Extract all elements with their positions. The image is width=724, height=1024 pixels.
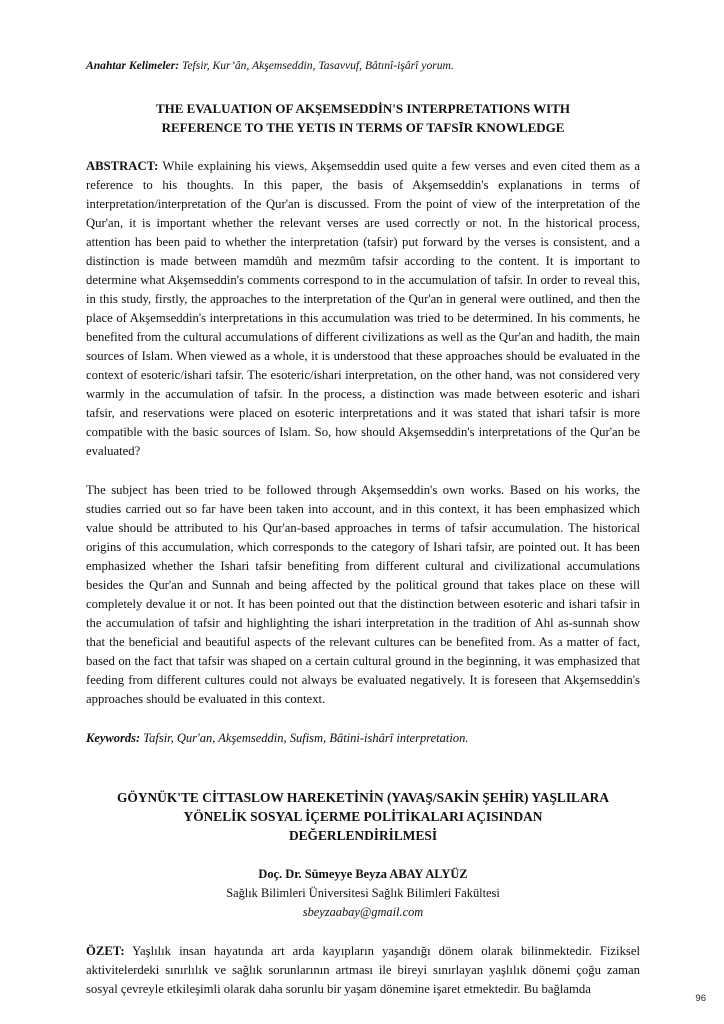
abstract-text: While explaining his views, Akşemseddin used quite a few verses and even cited them as a reference to his thoughts. In this paper, the basis of Akşemseddin's explanations in terms of interpretation/interpretation of the Qur'an is discussed. From the point of view of the interpretation of the Qur'an, it is important whether the relevant verses are used correctly or not. In the historical process, attention has been paid to whether the interpretation (tafsir) put forward by the verses is consistent, and a distinction is made between mamdûh and mezmûm tafsir according to the content. It is important to determine what Akşemseddin's comments correspond to in the accumulation of tafsir. In order to reveal this, in this study, firstly, the approaches to the interpretation of the Qur'an in general were outlined, and then the place of Akşemseddin's interpretations in this accumulation was tried to be determined. In his comments, he benefited from the cultural accumulations of different civilizations as well as the Qur'an and hadith, the main sources of Islam. When viewed as a whole, it is understood that these approaches should be evaluated in the context of esoteric/ishari tafsir. The esoteric/ishari interpretation, on the other hand, was not considered very warmly in the accumulation of tafsir. In the process, a distinction was made between esoteric and ishari tafsir, and reservations were placed on esoteric interpretations and it was stated that ishari tafsir is more compatible with the basic sources of Islam. So, how should Akşemseddin's interpretations of the Qur'an be evaluated? <box>86 159 640 458</box>
article2-title-line2: YÖNELİK SOSYAL İÇERME POLİTİKALARI AÇISINDAN <box>183 809 543 824</box>
page-content <box>86 58 640 999</box>
author-email: sbeyzaabay@gmail.com <box>302 905 424 919</box>
turkish-keywords-text: Tefsir, Kur’ân, Akşemseddin, Tasavvuf, Bâtınî-işârî yorum. <box>182 59 454 72</box>
abstract-label: ABSTRACT: <box>86 159 159 173</box>
article2-title <box>86 788 640 845</box>
turkish-keywords-label: Anahtar Kelimeler: <box>86 59 180 72</box>
author-affiliation: Sağlık Bilimleri Üniversitesi Sağlık Bilimleri Fakültesi <box>226 886 500 900</box>
article2-title-line1: GÖYNÜK'TE CİTTASLOW HAREKETİNİN (YAVAŞ/SAKİN ŞEHİR) YAŞLILARA <box>117 790 609 805</box>
ozet-paragraph <box>86 942 640 999</box>
article1-title-line2: REFERENCE TO THE YETIS IN TERMS OF TAFSĪR KNOWLEDGE <box>161 120 565 135</box>
english-keywords-label: Keywords: <box>86 731 141 745</box>
ozet-label: ÖZET: <box>86 944 125 958</box>
page-number: 96 <box>695 993 706 1004</box>
turkish-keywords <box>86 58 640 73</box>
author-name: Doç. Dr. Sümeyye Beyza ABAY ALYÜZ <box>258 867 468 881</box>
english-keywords-text: Tafsir, Qur'an, Akşemseddin, Sufism, Bâtini-ishârî interpretation. <box>143 731 469 745</box>
ozet-text: Yaşlılık insan hayatında art arda kayıpların yaşandığı dönem olarak bilinmektedir. Fiziksel aktivitelerdeki sınırlılık ve sağlık sorunlarının artması ile bireyi sınırlayan yaşlılık dönemi çoğu zaman sosyal çevreyle etkileşimli olarak daha sorunlu bir yaşam dönemine işaret etmektedir. Bu bağlamda <box>86 944 641 996</box>
abstract-paragraph-2: The subject has been tried to be followed through Akşemseddin's own works. Based on his works, the studies carried out so far have been taken into account, and in this context, it has been emphasized which value should be attributed to his Qur'an-based approaches in terms of tafsir accumulation. The historical origins of this accumulation, which corresponds to the category of Ishari tafsir, are pointed out. It has been emphasized whether the Ishari tafsir benefiting from different cultural and civilizational accumulations besides the Qur'an and Sunnah and being affected by the political ground that takes place on these will completely devalue it or not. It has been pointed out that the distinction between esoteric and ishari tafsir in the accumulation of tafsir and highlighting the ishari interpretation in the tradition of Ahl as-sunnah show that the beneficial and beautiful aspects of the relevant cultures can be benefited from. As a matter of fact, based on the fact that tafsir was shaped on a certain cultural ground in the beginning, it was emphasized that feeding from different cultures could not always be evaluated negatively. It is foreseen that Akşemseddin's approaches should be evaluated in this context. <box>86 483 640 706</box>
article2-title-line3: DEĞERLENDİRİLMESİ <box>288 828 438 843</box>
abstract-paragraph <box>86 157 640 461</box>
english-keywords <box>86 729 640 748</box>
article1-title-line1: THE EVALUATION OF AKŞEMSEDDİN'S INTERPRETATIONS WITH <box>155 101 571 116</box>
article1-title <box>86 99 640 137</box>
